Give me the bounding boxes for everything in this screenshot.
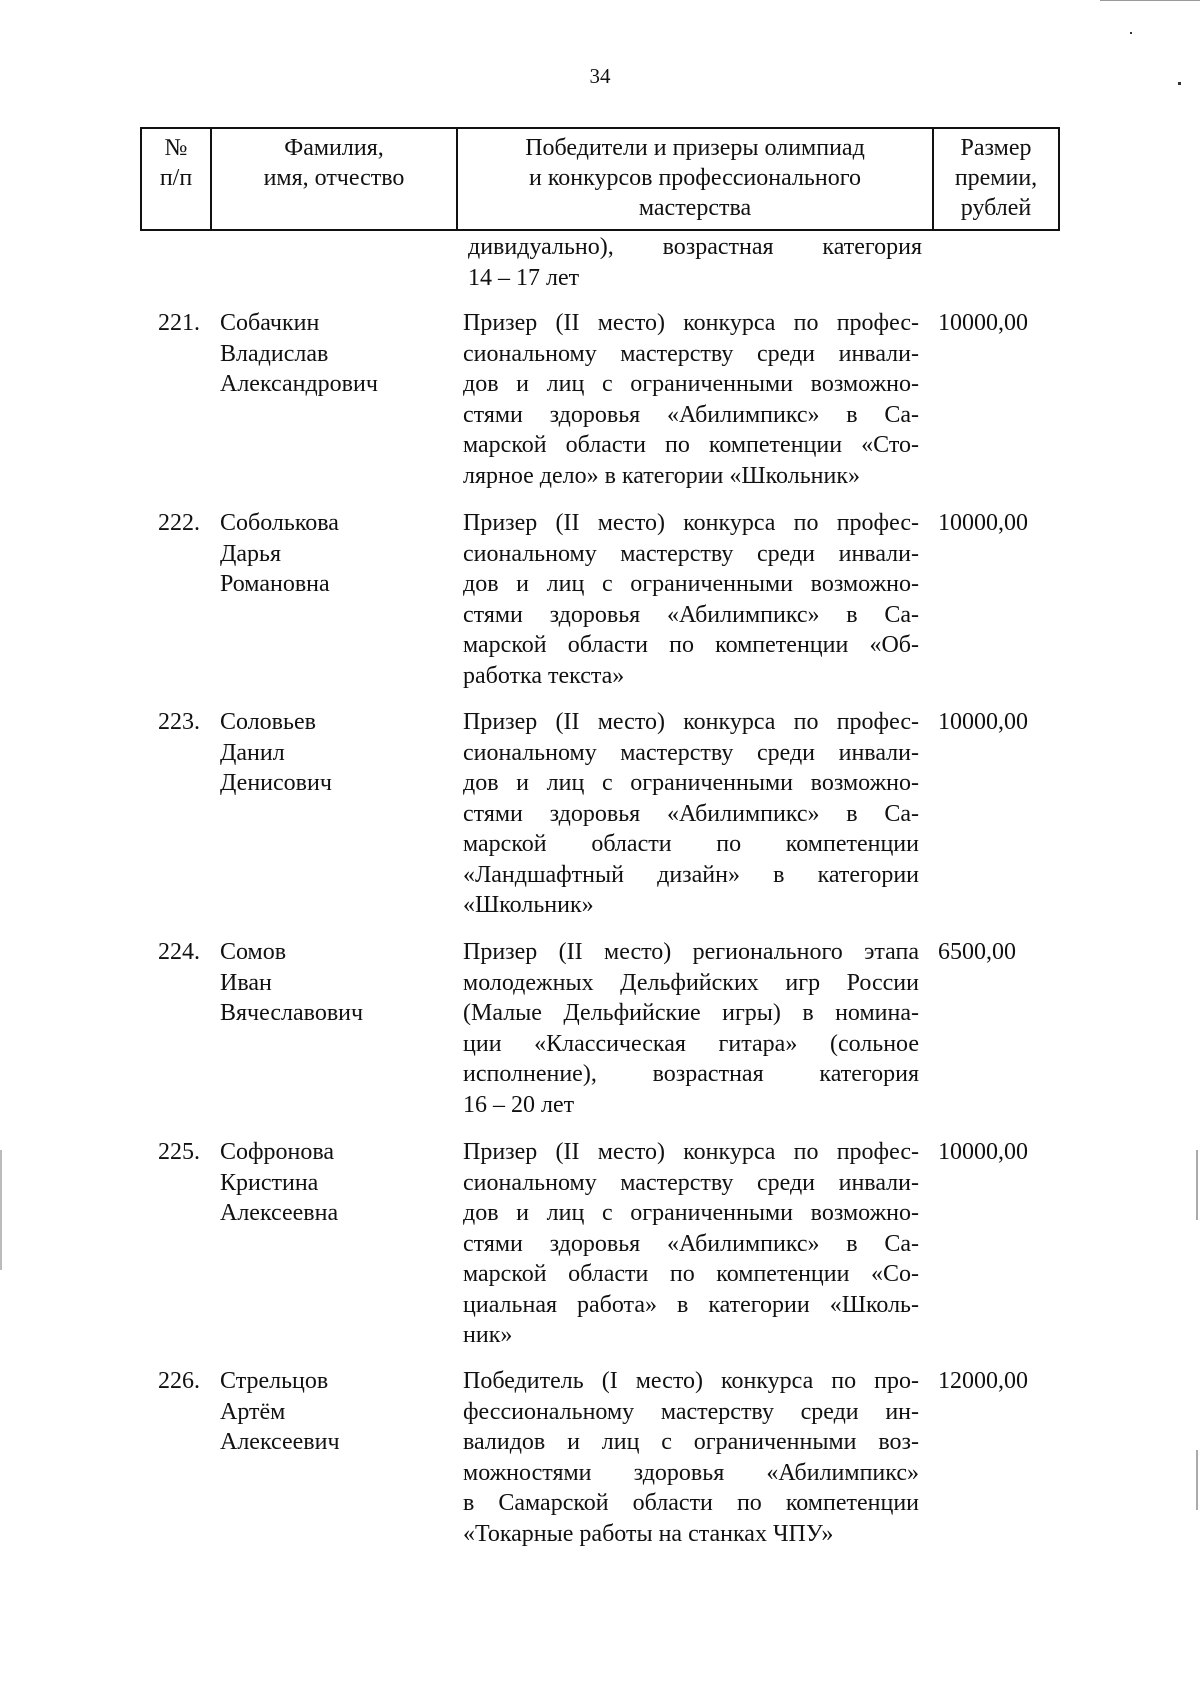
prize-amount: 10000,00 — [938, 510, 1028, 536]
text-line: стями здоровья «Абилимпикс» в Са- — [463, 800, 919, 827]
name-part: Кристина — [220, 1169, 319, 1196]
name-part: Алексеевна — [220, 1200, 339, 1226]
header-prize-column — [934, 129, 1058, 229]
text-line: марской области по компетенции «Об- — [463, 632, 919, 658]
name-part: Александрович — [220, 371, 378, 397]
name-part: Соловьев — [220, 709, 316, 735]
prize-amount: 12000,00 — [938, 1368, 1028, 1394]
name-part: Дарья — [220, 540, 282, 567]
name-part: Сомов — [220, 939, 287, 965]
text-line: дов и лиц с ограниченными возможно- — [463, 770, 919, 796]
text-line: марской области по компетенции «Со- — [463, 1261, 919, 1287]
row-number: 224. — [158, 939, 200, 965]
header-name-column — [212, 129, 458, 229]
person-name — [220, 1366, 460, 1458]
text-line: 14 – 17 лет — [468, 264, 580, 291]
person-name — [220, 308, 460, 400]
text-line: сиональному мастерству среди инвали- — [463, 1169, 919, 1196]
text-line: стями здоровья «Абилимпикс» в Са- — [463, 401, 919, 428]
text-line: дов и лиц с ограниченными возможно- — [463, 1200, 919, 1226]
award-description — [463, 308, 919, 491]
name-part: Стрельцов — [220, 1368, 329, 1394]
scan-edge-mark — [1196, 1450, 1198, 1510]
row-number: 226. — [158, 1368, 200, 1394]
prize-amount: 10000,00 — [938, 310, 1028, 336]
text-line: «Токарные работы на станках ЧПУ» — [463, 1520, 834, 1547]
name-part: Иван — [220, 969, 272, 996]
text-line: лярное дело» в категории «Школьник» — [463, 462, 860, 489]
text-line: «Школьник» — [463, 892, 594, 918]
award-description — [463, 508, 919, 691]
text-line: молодежных Дельфийских игр России — [463, 969, 919, 996]
text-line: циальная работа» в категории «Школь- — [463, 1291, 919, 1318]
header-text-line: премии, — [954, 165, 1038, 191]
text-line: Призер (II место) конкурса по профес- — [463, 510, 919, 536]
name-part: Романовна — [220, 571, 330, 597]
header-text-line: Фамилия, — [284, 135, 384, 161]
person-name — [220, 508, 460, 600]
header-text-line: № — [164, 135, 188, 161]
name-part: Вячеславович — [220, 1000, 364, 1026]
text-line: дов и лиц с ограниченными возможно- — [463, 371, 919, 397]
text-line: Призер (II место) конкурса по профес- — [463, 709, 919, 735]
text-line: 16 – 20 лет — [463, 1091, 575, 1118]
row-number: 221. — [158, 310, 200, 336]
person-name — [220, 1137, 460, 1229]
header-text-line: п/п — [159, 165, 193, 191]
name-part: Данил — [220, 739, 285, 766]
scan-edge-mark — [1196, 1150, 1198, 1220]
header-text-line: и конкурсов профессионального — [529, 165, 861, 191]
header-text-line: имя, отчество — [263, 165, 405, 191]
text-line: Призер (II место) конкурса по профес- — [463, 310, 919, 336]
header-text-line: мастерства — [638, 195, 752, 221]
table-header — [140, 127, 1060, 231]
name-part: Артём — [220, 1398, 286, 1425]
text-line: валидов и лиц с ограниченными воз- — [463, 1429, 919, 1455]
scan-edge-mark — [1100, 0, 1200, 1]
header-description-column — [458, 129, 934, 229]
row-number: 223. — [158, 709, 200, 735]
award-description — [463, 1137, 919, 1351]
header-number-column — [142, 129, 212, 229]
name-part: Собачкин — [220, 310, 320, 336]
text-line: марской области по компетенции — [463, 831, 919, 857]
text-line: можностями здоровья «Абилимпикс» — [463, 1459, 919, 1486]
text-line: «Ландшафтный дизайн» в категории — [463, 861, 919, 888]
award-description — [463, 1366, 919, 1549]
text-line: сиональному мастерству среди инвали- — [463, 540, 919, 567]
text-line: марской области по компетенции «Сто- — [463, 432, 919, 458]
text-line: (Малые Дельфийские игры) в номина- — [463, 1000, 919, 1026]
text-line: фессиональному мастерству среди ин- — [463, 1398, 919, 1425]
name-part: Софронова — [220, 1139, 335, 1165]
scan-edge-mark — [1178, 82, 1181, 85]
text-line: стями здоровья «Абилимпикс» в Са- — [463, 1230, 919, 1257]
continuation-text — [468, 232, 922, 293]
text-line: дов и лиц с ограниченными возможно- — [463, 571, 919, 597]
award-description — [463, 937, 919, 1120]
award-description — [463, 707, 919, 921]
text-line: сиональному мастерству среди инвали- — [463, 739, 919, 766]
text-line: Победитель (I место) конкурса по про- — [463, 1368, 919, 1394]
row-number: 225. — [158, 1139, 200, 1165]
name-part: Алексеевич — [220, 1429, 340, 1455]
text-line: дивидуально), возрастная категория — [468, 234, 922, 260]
prize-amount: 6500,00 — [938, 939, 1016, 965]
text-line: исполнение), возрастная категория — [463, 1061, 919, 1087]
text-line: Призер (II место) конкурса по профес- — [463, 1139, 919, 1165]
scan-edge-mark — [1130, 32, 1132, 34]
prize-amount: 10000,00 — [938, 709, 1028, 735]
text-line: ник» — [463, 1322, 513, 1348]
scan-edge-mark — [0, 1150, 2, 1270]
prize-amount: 10000,00 — [938, 1139, 1028, 1165]
text-line: сиональному мастерству среди инвали- — [463, 340, 919, 367]
name-part: Денисович — [220, 770, 332, 796]
page-number: 34 — [589, 64, 611, 88]
name-part: Владислав — [220, 340, 329, 367]
person-name — [220, 707, 460, 799]
text-line: Призер (II место) регионального этапа — [463, 939, 919, 965]
header-text-line: рублей — [960, 195, 1032, 221]
header-text-line: Победители и призеры олимпиад — [525, 135, 865, 161]
text-line: ции «Классическая гитара» (сольное — [463, 1030, 919, 1057]
person-name — [220, 937, 460, 1029]
name-part: Соболькова — [220, 510, 339, 536]
row-number: 222. — [158, 510, 200, 536]
text-line: стями здоровья «Абилимпикс» в Са- — [463, 601, 919, 628]
text-line: в Самарской области по компетенции — [463, 1490, 919, 1516]
header-text-line: Размер — [960, 135, 1032, 161]
text-line: работка текста» — [463, 662, 625, 689]
